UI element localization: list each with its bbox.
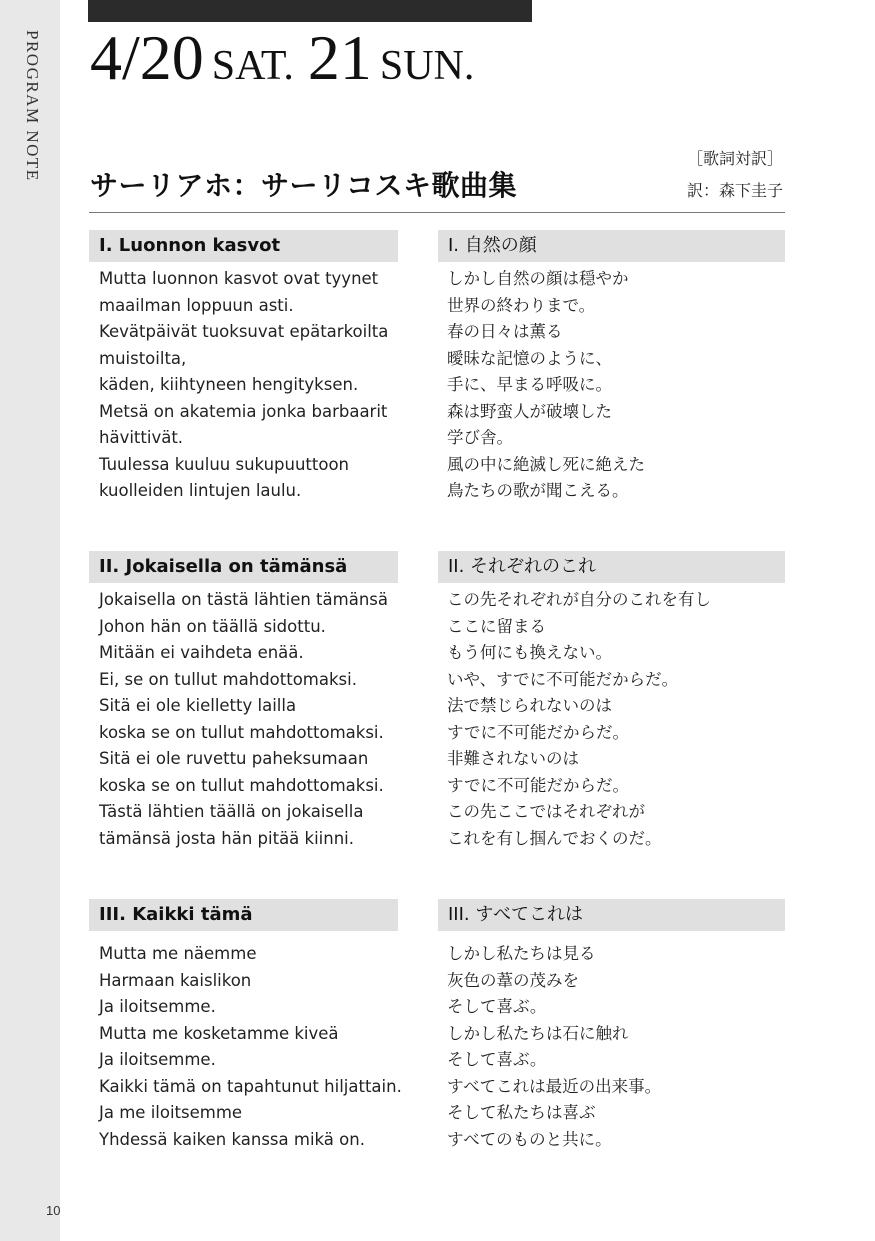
lyric-line: 曖昧な記憶のように、: [447, 348, 612, 368]
section-3-japanese-lyrics: [447, 941, 661, 1153]
lyric-line: この先ここではそれぞれが: [447, 802, 645, 821]
lyric-line: tämänsä josta hän pitää kiinni.: [99, 828, 355, 848]
lyric-line: Mutta luonnon kasvot ovat tyynet: [99, 269, 379, 288]
title-divider: [89, 212, 785, 213]
lyric-line: 世界の終わりまで。: [447, 295, 596, 315]
lyric-line: 森は野蛮人が破壊した: [447, 401, 612, 421]
lyric-line: Ja iloitsemme.: [99, 1050, 216, 1069]
section-1-finnish-lyrics: [99, 266, 388, 505]
concert-date: [90, 22, 488, 93]
lyric-line: 灰色の葦の茂みを: [447, 970, 579, 990]
lyric-line: Mutta me kosketamme kiveä: [99, 1023, 339, 1043]
date-first: 4/20: [90, 22, 204, 93]
lyric-line: Ja me iloitsemme: [99, 1103, 243, 1122]
lyric-line: そして喜ぶ。: [447, 997, 547, 1016]
lyric-line: hävittivät.: [99, 428, 184, 447]
section-1-finnish-heading: I. Luonnon kasvot: [89, 230, 398, 262]
day-first: SAT.: [211, 43, 294, 89]
section-2-japanese-lyrics: [447, 587, 711, 852]
lyric-line: muistoilta,: [99, 348, 187, 368]
lyric-line: Sitä ei ole ruvettu paheksumaan: [99, 749, 369, 768]
lyric-line: もう何にも換えない。: [447, 643, 612, 662]
lyric-line: kuolleiden lintujen laulu.: [99, 481, 302, 500]
header-bar: [88, 0, 532, 22]
lyric-line: いや、すでに不可能だからだ。: [447, 669, 679, 689]
lyric-line: Harmaan kaislikon: [99, 970, 252, 990]
lyric-line: Mitään ei vaihdeta enää.: [99, 643, 304, 662]
section-2-finnish-heading: II. Jokaisella on tämänsä: [89, 551, 398, 583]
lyric-line: 手に、早まる呼吸に。: [447, 375, 612, 394]
translator-credit: 訳：森下圭子: [686, 181, 783, 200]
lyric-line: Ei, se on tullut mahdottomaksi.: [99, 669, 357, 689]
lyric-line: Mutta me näemme: [99, 944, 257, 963]
lyric-line: これを有し掴んでおくのだ。: [447, 828, 662, 848]
section-1-japanese-heading: I. 自然の顔: [438, 230, 785, 262]
lyric-line: しかし私たちは見る: [447, 944, 596, 963]
lyric-line: 春の日々は薫る: [447, 322, 563, 341]
section-3-finnish-heading: III. Kaikki tämä: [89, 899, 398, 931]
lyric-line: すでに不可能だからだ。: [447, 722, 629, 742]
lyric-line: koska se on tullut mahdottomaksi.: [99, 775, 384, 795]
lyric-line: そして喜ぶ。: [447, 1050, 547, 1069]
day-second: SUN.: [379, 43, 475, 89]
lyric-line: Kaikki tämä on tapahtunut hiljattain.: [99, 1076, 402, 1096]
lyric-line: しかし自然の顔は穏やか: [447, 269, 629, 288]
lyric-line: käden, kiihtyneen hengityksen.: [99, 375, 359, 394]
section-2-finnish-lyrics: [99, 587, 388, 852]
lyric-line: この先それぞれが自分のこれを有し: [447, 590, 711, 609]
lyric-line: Kevätpäivät tuoksuvat epätarkoilta: [99, 322, 389, 341]
lyric-line: しかし私たちは石に触れ: [447, 1023, 629, 1043]
lyric-line: Yhdessä kaiken kanssa mikä on.: [99, 1129, 365, 1149]
lyric-line: ここに留まる: [447, 616, 546, 636]
date-second: 21: [307, 22, 372, 93]
section-1-japanese-lyrics: [447, 266, 645, 505]
section-3-japanese-heading: III. すべてこれは: [438, 899, 785, 931]
lyric-line: すべてのものと共に。: [447, 1129, 612, 1149]
section-3-finnish-lyrics: [99, 941, 402, 1153]
lyric-line: Tuulessa kuuluu sukupuuttoon: [99, 454, 350, 474]
lyrics-translation-tag: ［歌詞対訳］: [686, 149, 783, 168]
section-label: PROGRAM NOTE: [23, 30, 42, 182]
lyric-line: Metsä on akatemia jonka barbaarit: [99, 401, 388, 421]
page-title: サーリアホ：サーリコスキ歌曲集: [90, 169, 517, 202]
lyric-line: maailman loppuun asti.: [99, 295, 294, 315]
lyric-line: Johon hän on täällä sidottu.: [99, 616, 326, 636]
lyric-line: 非難されないのは: [447, 749, 579, 768]
lyric-line: 学び舎。: [447, 428, 513, 447]
lyric-line: Ja iloitsemme.: [99, 997, 216, 1016]
lyric-line: Tästä lähtien täällä on jokaisella: [99, 802, 364, 821]
page-number: 10: [46, 1203, 61, 1218]
lyric-line: koska se on tullut mahdottomaksi.: [99, 722, 384, 742]
lyric-line: Sitä ei ole kielletty lailla: [99, 696, 297, 715]
lyric-line: 法で禁じられないのは: [447, 696, 612, 715]
section-2-japanese-heading: II. それぞれのこれ: [438, 551, 785, 583]
lyric-line: 風の中に絶滅し死に絶えた: [447, 454, 645, 474]
lyric-line: 鳥たちの歌が聞こえる。: [447, 481, 629, 500]
lyric-line: Jokaisella on tästä lähtien tämänsä: [99, 590, 388, 609]
lyric-line: すべてこれは最近の出来事。: [447, 1076, 662, 1096]
lyric-line: すでに不可能だからだ。: [447, 775, 629, 795]
lyric-line: そして私たちは喜ぶ: [447, 1103, 596, 1122]
sidebar: [0, 0, 60, 1241]
